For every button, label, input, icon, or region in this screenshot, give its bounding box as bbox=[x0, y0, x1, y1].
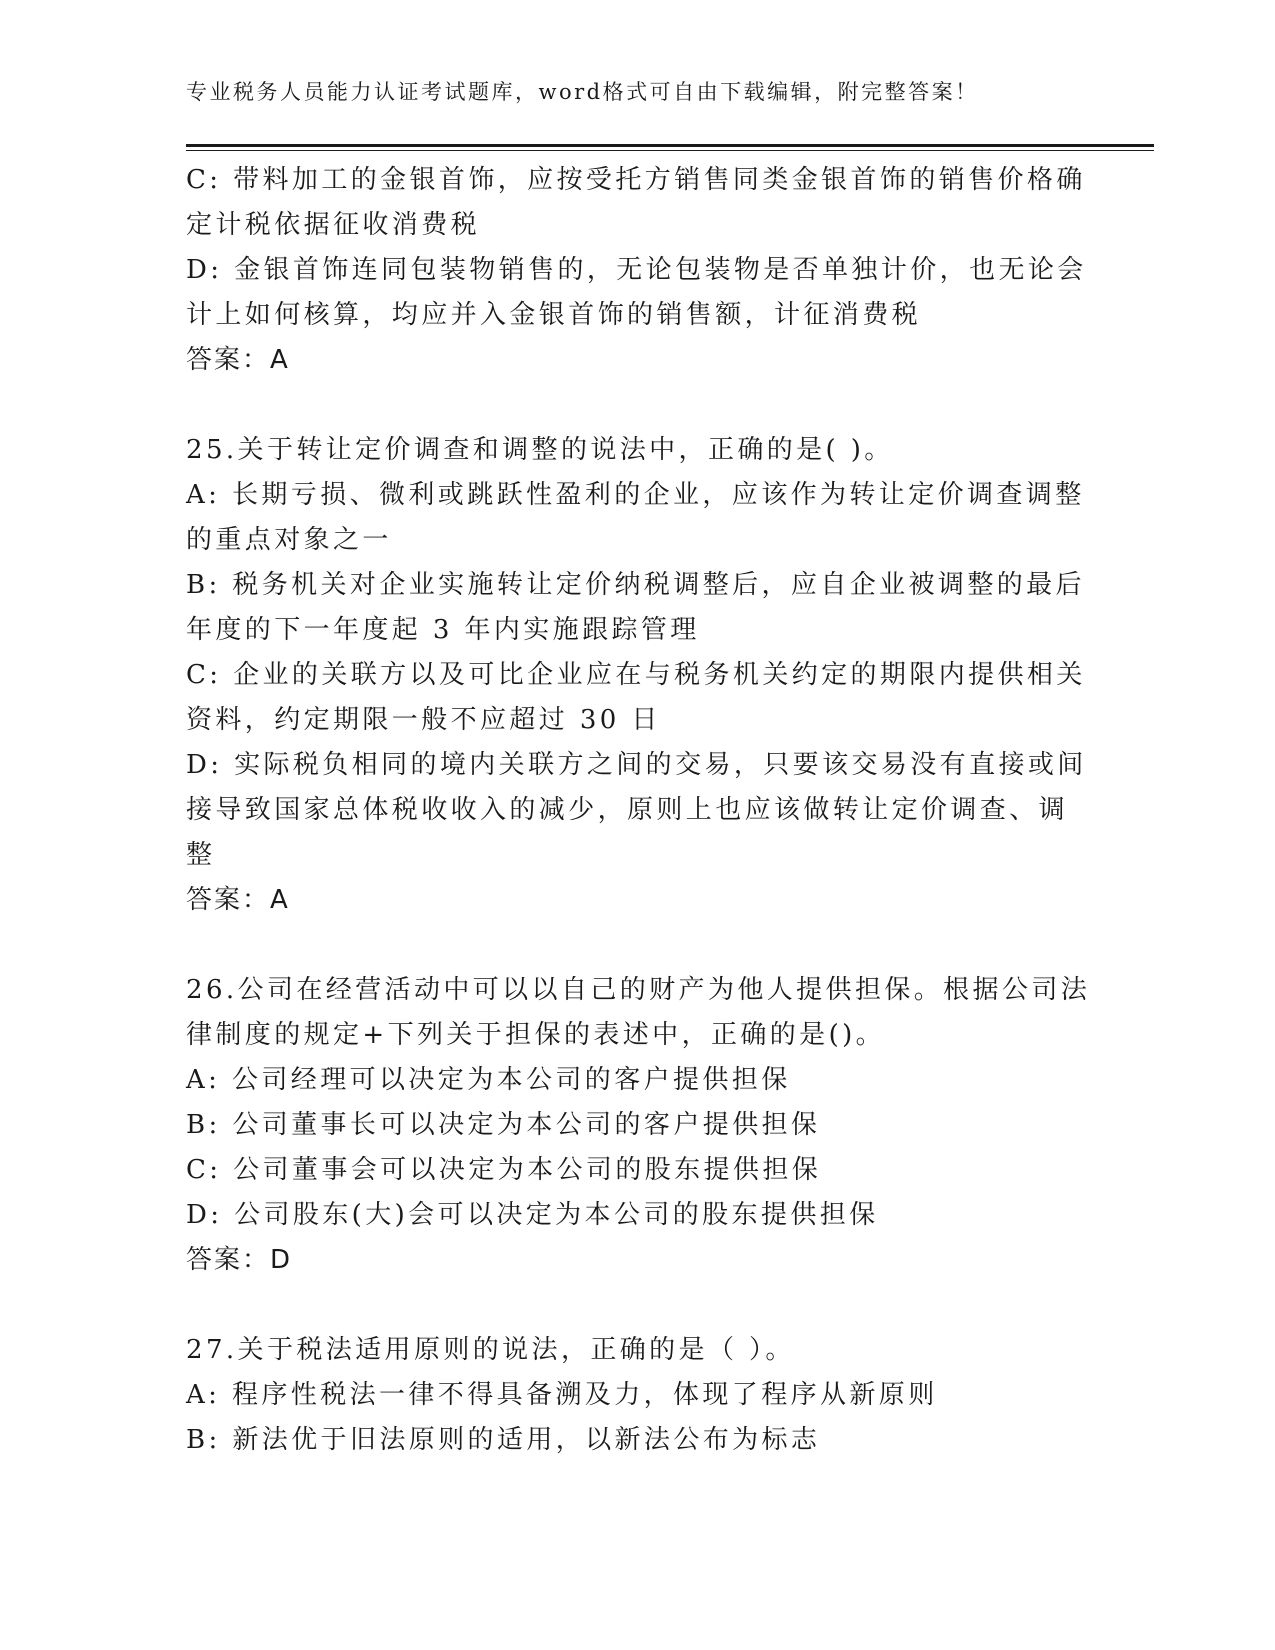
option-a-line: A: 公司经理可以决定为本公司的客户提供担保 bbox=[186, 1065, 791, 1095]
question-stem: 律制度的规定+下列关于担保的表述中，正确的是()。 bbox=[186, 1020, 886, 1050]
page-header: 专业税务人员能力认证考试题库，word格式可自由下载编辑，附完整答案！ bbox=[186, 80, 979, 104]
question-25 bbox=[186, 428, 1086, 923]
spacer bbox=[186, 1283, 1086, 1328]
spacer bbox=[186, 923, 1086, 968]
header-rule-thin bbox=[186, 150, 1154, 151]
option-b-line: B: 税务机关对企业实施转让定价纳税调整后，应自企业被调整的最后 bbox=[186, 570, 1085, 600]
option-d-line: 接导致国家总体税收收入的减少，原则上也应该做转让定价调查、调 bbox=[186, 795, 1069, 825]
answer-label: 答案：A bbox=[186, 885, 290, 915]
answer-label: 答案：D bbox=[186, 1245, 293, 1275]
option-b-line: B: 公司董事长可以决定为本公司的客户提供担保 bbox=[186, 1110, 821, 1140]
spacer bbox=[186, 383, 1086, 428]
option-d-line: D: 金银首饰连同包装物销售的，无论包装物是否单独计价，也无论会 bbox=[186, 255, 1087, 285]
answer-label: 答案：A bbox=[186, 345, 290, 375]
option-a-line: 的重点对象之一 bbox=[186, 525, 392, 555]
question-stem: 27.关于税法适用原则的说法，正确的是（ ）。 bbox=[186, 1335, 795, 1365]
option-c-line: 资料，约定期限一般不应超过 30 日 bbox=[186, 705, 661, 735]
option-c-line: C: 企业的关联方以及可比企业应在与税务机关约定的期限内提供相关 bbox=[186, 660, 1086, 690]
option-c-line: C: 公司董事会可以决定为本公司的股东提供担保 bbox=[186, 1155, 822, 1185]
question-stem: 26.公司在经营活动中可以以自己的财产为他人提供担保。根据公司法 bbox=[186, 975, 1091, 1005]
option-d-line: 计上如何核算，均应并入金银首饰的销售额，计征消费税 bbox=[186, 300, 922, 330]
option-d-line: D: 公司股东(大)会可以决定为本公司的股东提供担保 bbox=[186, 1200, 879, 1230]
option-a-line: A: 长期亏损、微利或跳跃性盈利的企业，应该作为转让定价调查调整 bbox=[186, 480, 1085, 510]
question-26 bbox=[186, 968, 1091, 1283]
question-stem: 25.关于转让定价调查和调整的说法中，正确的是( )。 bbox=[186, 435, 894, 465]
question-24-tail bbox=[186, 158, 1086, 383]
header-rule-thick bbox=[186, 144, 1154, 147]
document-body bbox=[186, 158, 1091, 1463]
option-b-line: B: 新法优于旧法原则的适用，以新法公布为标志 bbox=[186, 1425, 821, 1455]
option-c-line: 定计税依据征收消费税 bbox=[186, 210, 481, 240]
question-27 bbox=[186, 1328, 1086, 1463]
option-d-line: 整 bbox=[186, 840, 216, 870]
option-a-line: A: 程序性税法一律不得具备溯及力，体现了程序从新原则 bbox=[186, 1380, 938, 1410]
option-c-line: C: 带料加工的金银首饰，应按受托方销售同类金银首饰的销售价格确 bbox=[186, 165, 1086, 195]
option-d-line: D: 实际税负相同的境内关联方之间的交易，只要该交易没有直接或间 bbox=[186, 750, 1087, 780]
option-b-line: 年度的下一年度起 3 年内实施跟踪管理 bbox=[186, 615, 700, 645]
